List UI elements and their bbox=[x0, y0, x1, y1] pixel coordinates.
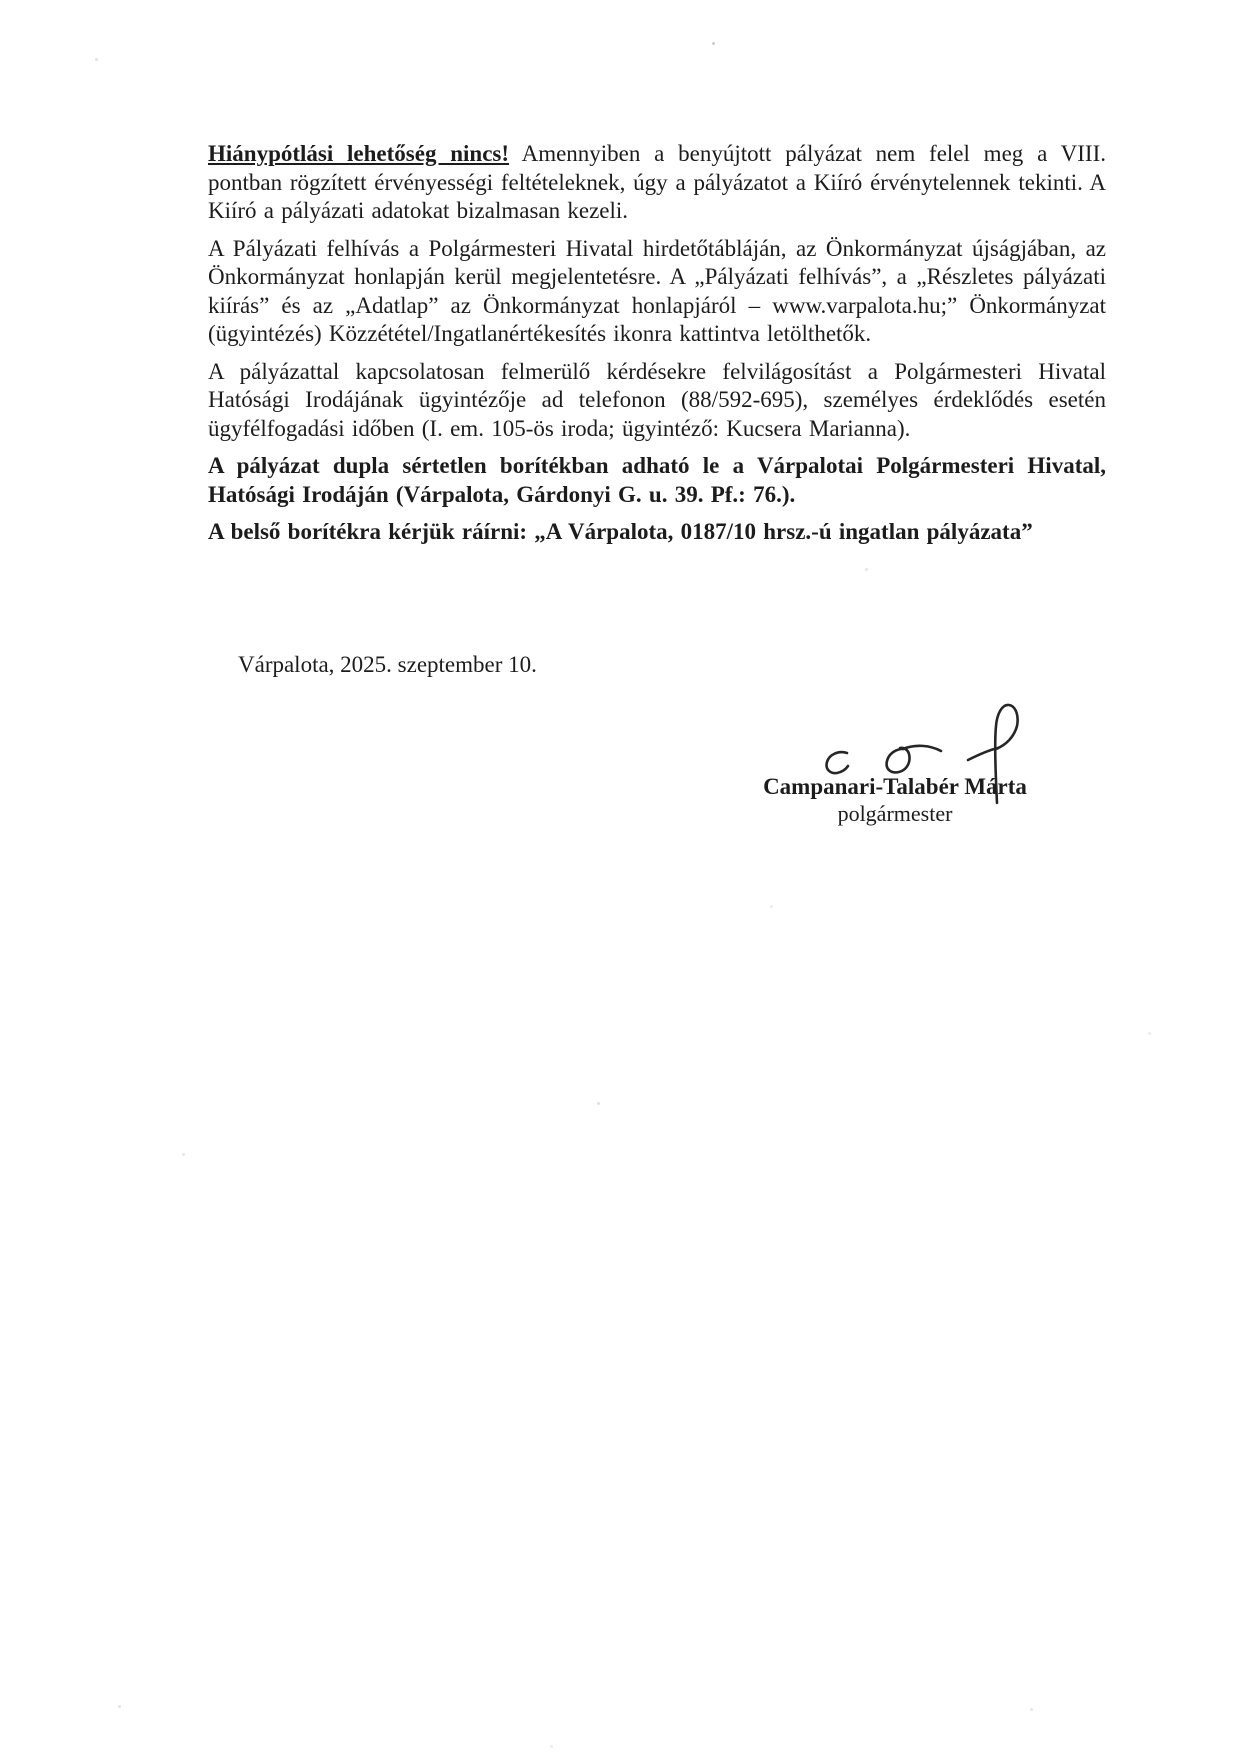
paragraph-contact-info: A pályázattal kapcsolatosan felmerülő kérdésekre felvilágosítást a Polgármesteri Hivatal Hatósági Irodájának ügyintézője ad telefonon (88/592-695), személyes érdeklődés esetén ügyfélfogadási időben (I. em. 105-ös iroda; ügyintéző: Kucsera Marianna). bbox=[208, 358, 1106, 441]
scan-speck bbox=[118, 1705, 121, 1708]
scan-speck bbox=[182, 1153, 185, 1156]
scan-speck bbox=[712, 42, 715, 45]
scan-speck bbox=[1148, 1032, 1151, 1035]
date-line: Várpalota, 2025. szeptember 10. bbox=[238, 652, 537, 677]
paragraph-publication: A Pályázati felhívás a Polgármesteri Hivatal hirdetőtábláján, az Önkormányzat újságjában, az Önkormányzat honlapján kerül megjelentetésre. A „Pályázati felhívás”, a „Részletes pályázati kiírás” és az „Adatlap” az Önkormányzat honlapjáról – www.varpalota.hu;” Önkormányzat (ügyintézés) Közzététel/Ingatlanértékesítés ikonra kattintva letölthetők. bbox=[208, 235, 1106, 346]
paragraph-no-amendment-text: Amennyiben a benyújtott pályázat nem felel meg a VIII. pontban rögzített érvényességi feltételeknek, úgy a pályázatot a Kiíró érvénytelennek tekinti. A Kiíró a pályázati adatokat bizalmasan kezeli. bbox=[208, 141, 1106, 223]
scan-speck bbox=[770, 905, 773, 908]
paragraph-submission-address: A pályázat dupla sértetlen borítékban adható le a Várpalotai Polgármesteri Hivatal, Hatósági Irodáján (Várpalota, Gárdonyi G. u. 39. Pf.: 76.). bbox=[208, 453, 1106, 507]
scan-speck bbox=[95, 58, 98, 61]
scan-speck bbox=[1030, 1708, 1033, 1711]
paragraph-envelope-label: A belső borítékra kérjük ráírni: „A Várpalota, 0187/10 hrsz.-ú ingatlan pályázata” bbox=[208, 519, 1033, 544]
paragraph-lead-underlined: Hiánypótlási lehetőség nincs! bbox=[208, 141, 510, 166]
paragraph-no-amendment bbox=[208, 140, 1106, 226]
scan-speck bbox=[550, 1745, 553, 1748]
signer-name: Campanari-Talabér Márta bbox=[763, 774, 1027, 799]
document-body bbox=[208, 140, 1106, 556]
signature-block bbox=[645, 773, 1145, 827]
scan-speck bbox=[865, 568, 868, 571]
scan-speck bbox=[597, 1102, 600, 1105]
signer-title: polgármester bbox=[837, 801, 953, 826]
